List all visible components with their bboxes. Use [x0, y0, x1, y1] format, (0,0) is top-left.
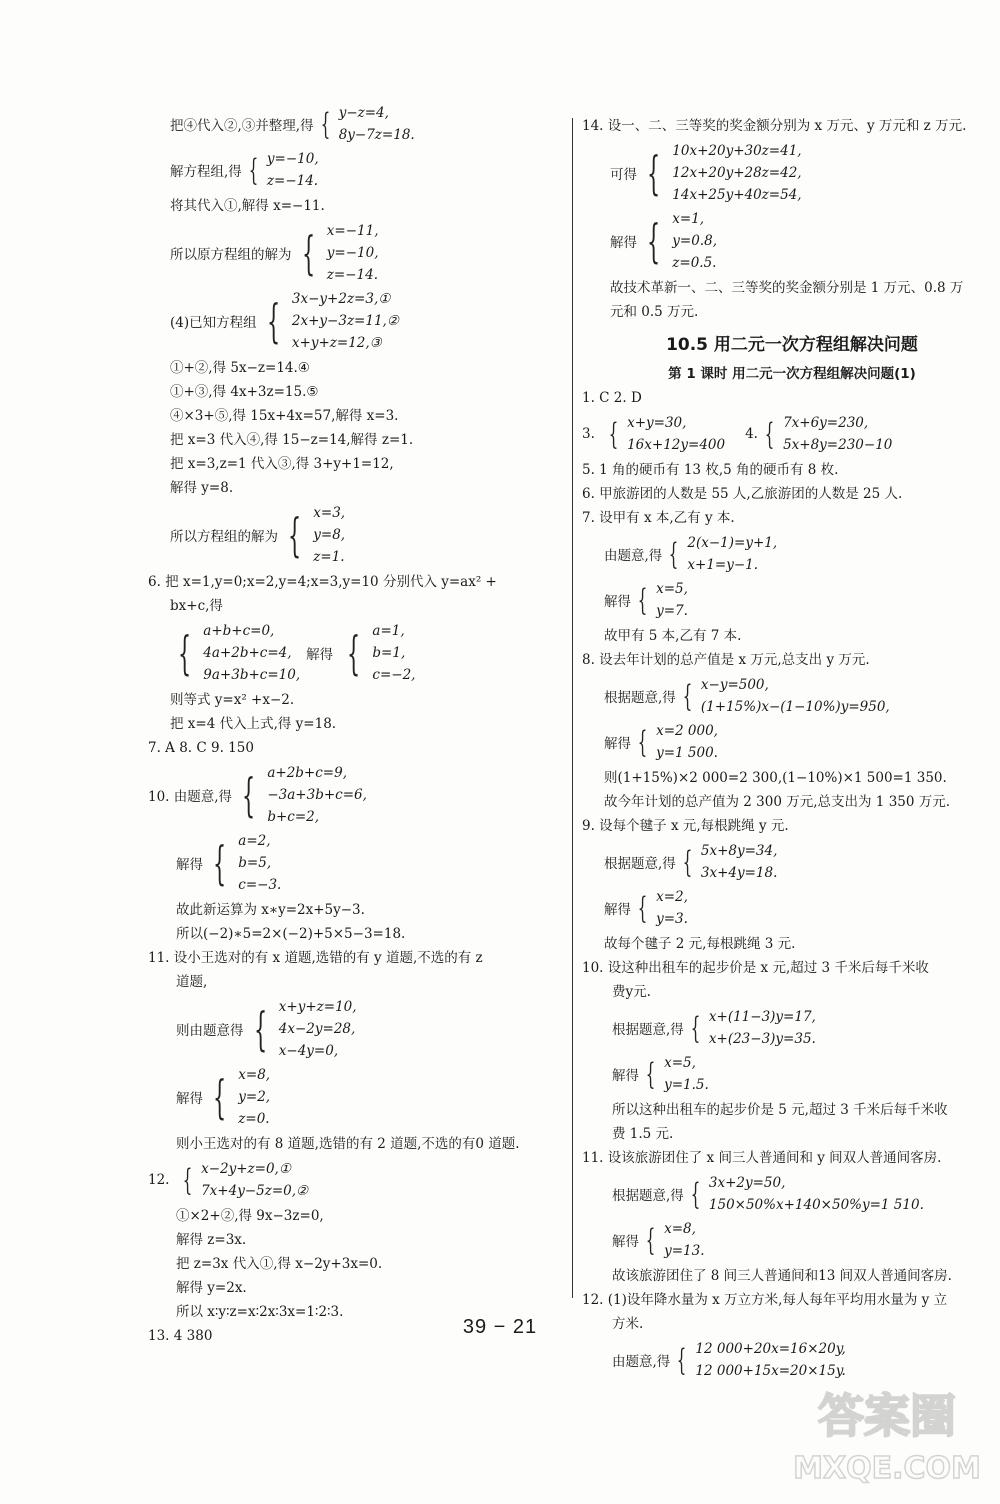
equation-system: 4. { 7x+6y=230, 5x+8y=230−10: [745, 415, 893, 453]
equation-system: 解得 { x=2, y=3.: [604, 889, 688, 927]
equation-system: 根据题意,得 { 3x+2y=50, 150×50%x+140×50%y=1 510.: [612, 1175, 924, 1213]
watermark-title: 答案圈: [818, 1389, 956, 1443]
text-line: 故该旅游团住了 8 间三人普通间和13 间双人普通间客房.: [612, 1268, 952, 1284]
right-column: [582, 118, 1000, 1384]
answer-7: 7. 设甲有 x 本,乙有 y 本.: [582, 510, 735, 526]
equation-system: 所以原方程组的解为 { x=−11, y=−10, z=−14.: [170, 223, 379, 283]
text-line: ①+②,得 5x−z=14.④: [170, 360, 310, 376]
answer-11: 11. 设该旅游团住了 x 间三人普通间和 y 间双人普通间客房.: [582, 1150, 942, 1166]
equation-system: 解得 { x=1, y=0.8, z=0.5.: [610, 211, 717, 271]
equation-system: 解得 { x=8, y=13.: [612, 1221, 705, 1259]
text-line: 道题,: [176, 974, 208, 990]
text-line: 把 z=3x 代入①,得 x−2y+3x=0.: [176, 1256, 383, 1272]
answer-8: 8. 设去年计划的总产值是 x 万元,总支出 y 万元.: [582, 652, 870, 668]
answer-5: 5. 1 角的硬币有 13 枚,5 角的硬币有 8 枚.: [582, 462, 839, 478]
question-14-line: 14. 设一、二、三等奖的奖金额分别为 x 万元、y 万元和 z 万元.: [582, 118, 967, 134]
equation-system: 所以方程组的解为 { x=3, y=8, z=1.: [170, 505, 346, 565]
answers-7-9: 7. A 8. C 9. 150: [148, 740, 254, 756]
text-line: 费 1.5 元.: [612, 1126, 674, 1142]
text-line: 故今年计划的总产值为 2 300 万元,总支出为 1 350 万元.: [604, 794, 951, 810]
answers-3-4: [582, 410, 1000, 458]
text-line: 故此新运算为 x∗y=2x+5y−3.: [176, 902, 365, 918]
equation-system: 解得 { a=2, b=5, c=−3.: [176, 833, 282, 893]
equation-system: 根据题意,得 { 5x+8y=34, 3x+4y=18.: [604, 843, 778, 881]
equation-system: 12. { x−2y+z=0,① 7x+4y−5z=0,②: [148, 1161, 309, 1199]
answer-13: 13. 4 380: [148, 1328, 213, 1344]
text-line: 把 x=3,z=1 代入③,得 3+y+1=12,: [170, 456, 394, 472]
equation-system: 解得 { x=5, y=1.5.: [612, 1055, 709, 1093]
equation-system: 解得 { x=8, y=2, z=0.: [176, 1067, 271, 1127]
text-line: 解得 y=2x.: [176, 1280, 247, 1296]
text-line: 则(1+15%)×2 000=2 300,(1−10%)×1 500=1 350.: [604, 770, 947, 786]
text-line: 元和 0.5 万元.: [610, 304, 699, 320]
equation-system: 解得 { x=2 000, y=1 500.: [604, 723, 718, 761]
answers-1-2: 1. C 2. D: [582, 390, 642, 406]
equation-system: 可得 { 10x+20y+30z=41, 12x+20y+28z=42, 14x+25y+40z=54,: [610, 143, 802, 203]
text-line: 故每个毽子 2 元,每根跳绳 3 元.: [604, 936, 796, 952]
text-line: 则等式 y=x² +x−2.: [170, 692, 295, 708]
text-line: 故技术革新一、二、三等奖的奖金额分别是 1 万元、0.8 万: [610, 280, 964, 296]
question-11-line: 11. 设小王选对的有 x 道题,选错的有 y 道题,不选的有 z: [148, 950, 483, 966]
text-line: 把 x=3 代入④,得 15−z=14,解得 z=1.: [170, 432, 414, 448]
watermark-logo: [792, 1374, 982, 1494]
page-number: 39 − 21: [462, 1316, 538, 1338]
text-line: 将其代入①,解得 x=−11.: [170, 198, 325, 214]
text-line: 所以(−2)∗5=2×(−2)+5×5−3=18.: [176, 926, 406, 942]
equation-system: (4)已知方程组 { 3x−y+2z=3,① 2x+y−3z=11,② x+y+z=12,③: [170, 291, 399, 351]
equation-system: 10. 由题意,得 { a+2b+c=9, −3a+3b+c=6, b+c=2,: [148, 765, 367, 825]
column-divider: [572, 118, 573, 1298]
text-line: 解得 z=3x.: [176, 1232, 247, 1248]
answer-6: 6. 甲旅游团的人数是 55 人,乙旅游团的人数是 25 人.: [582, 486, 903, 502]
section-title: 10.5 用二元一次方程组解决问题: [666, 335, 918, 355]
lesson-title: 第 1 课时 用二元一次方程组解决问题(1): [668, 366, 916, 382]
text-line: 则小王选对的有 8 道题,选错的有 2 道题,不选的有0 道题.: [176, 1136, 520, 1152]
watermark-url: MXQE.COM: [793, 1451, 981, 1486]
equation-system: 解方程组,得 { y=−10, z=−14.: [170, 151, 319, 189]
equation-system: 则由题意得 { x+y+z=10, 4x−2y=28, x−4y=0,: [176, 999, 357, 1059]
answer-9: 9. 设每个毽子 x 元,每根跳绳 y 元.: [582, 818, 789, 834]
equation-system: 把④代入②,③并整理,得 { y−z=4, 8y−7z=18.: [170, 105, 415, 143]
text-line: ①+③,得 4x+3z=15.⑤: [170, 384, 319, 400]
equation-system: 3. { x+y=30, 16x+12y=400: [582, 415, 726, 453]
text-line: bx+c,得: [170, 598, 223, 614]
equation-system: 由题意,得 { 2(x−1)=y+1, x+1=y−1.: [604, 535, 778, 573]
equation-system: 解得 { x=5, y=7.: [604, 581, 688, 619]
text-line: 所以 x∶y∶z=x∶2x∶3x=1∶2∶3.: [176, 1304, 344, 1320]
text-line: 方米.: [612, 1316, 644, 1332]
text-line: ④×3+⑤,得 15x+4x=57,解得 x=3.: [170, 408, 399, 424]
text-line: 解得 y=8.: [170, 480, 234, 496]
answer-12: 12. (1)设年降水量为 x 万立方米,每人每年平均用水量为 y 立: [582, 1292, 948, 1308]
text-line: 故甲有 5 本,乙有 7 本.: [604, 628, 742, 644]
equation-system: 根据题意,得 { x+(11−3)y=17, x+(23−3)y=35.: [612, 1009, 816, 1047]
question-6-line: 6. 把 x=1,y=0;x=2,y=4;x=3,y=10 分别代入 y=ax² +: [148, 574, 497, 590]
text-line: 把 x=4 代入上式,得 y=18.: [170, 716, 337, 732]
answer-10: 10. 设这种出租车的起步价是 x 元,超过 3 千米后每千米收: [582, 960, 929, 976]
equation-system: 根据题意,得 { x−y=500, (1+15%)x−(1−10%)y=950,: [604, 677, 890, 715]
text-line: ①×2+②,得 9x−3z=0,: [176, 1208, 324, 1224]
equation-system: { a+b+c=0, 4a+2b+c=4, 9a+3b+c=10, 解得 { a=1, b=1, c=−2,: [178, 623, 416, 683]
text-line: 所以这种出租车的起步价是 5 元,超过 3 千米后每千米收: [612, 1102, 948, 1118]
left-column: [148, 100, 568, 1348]
text-line: 费y元.: [612, 984, 651, 1000]
equation-system: 由题意,得 { 12 000+20x=16×20y, 12 000+15x=20×15y.: [612, 1341, 846, 1379]
